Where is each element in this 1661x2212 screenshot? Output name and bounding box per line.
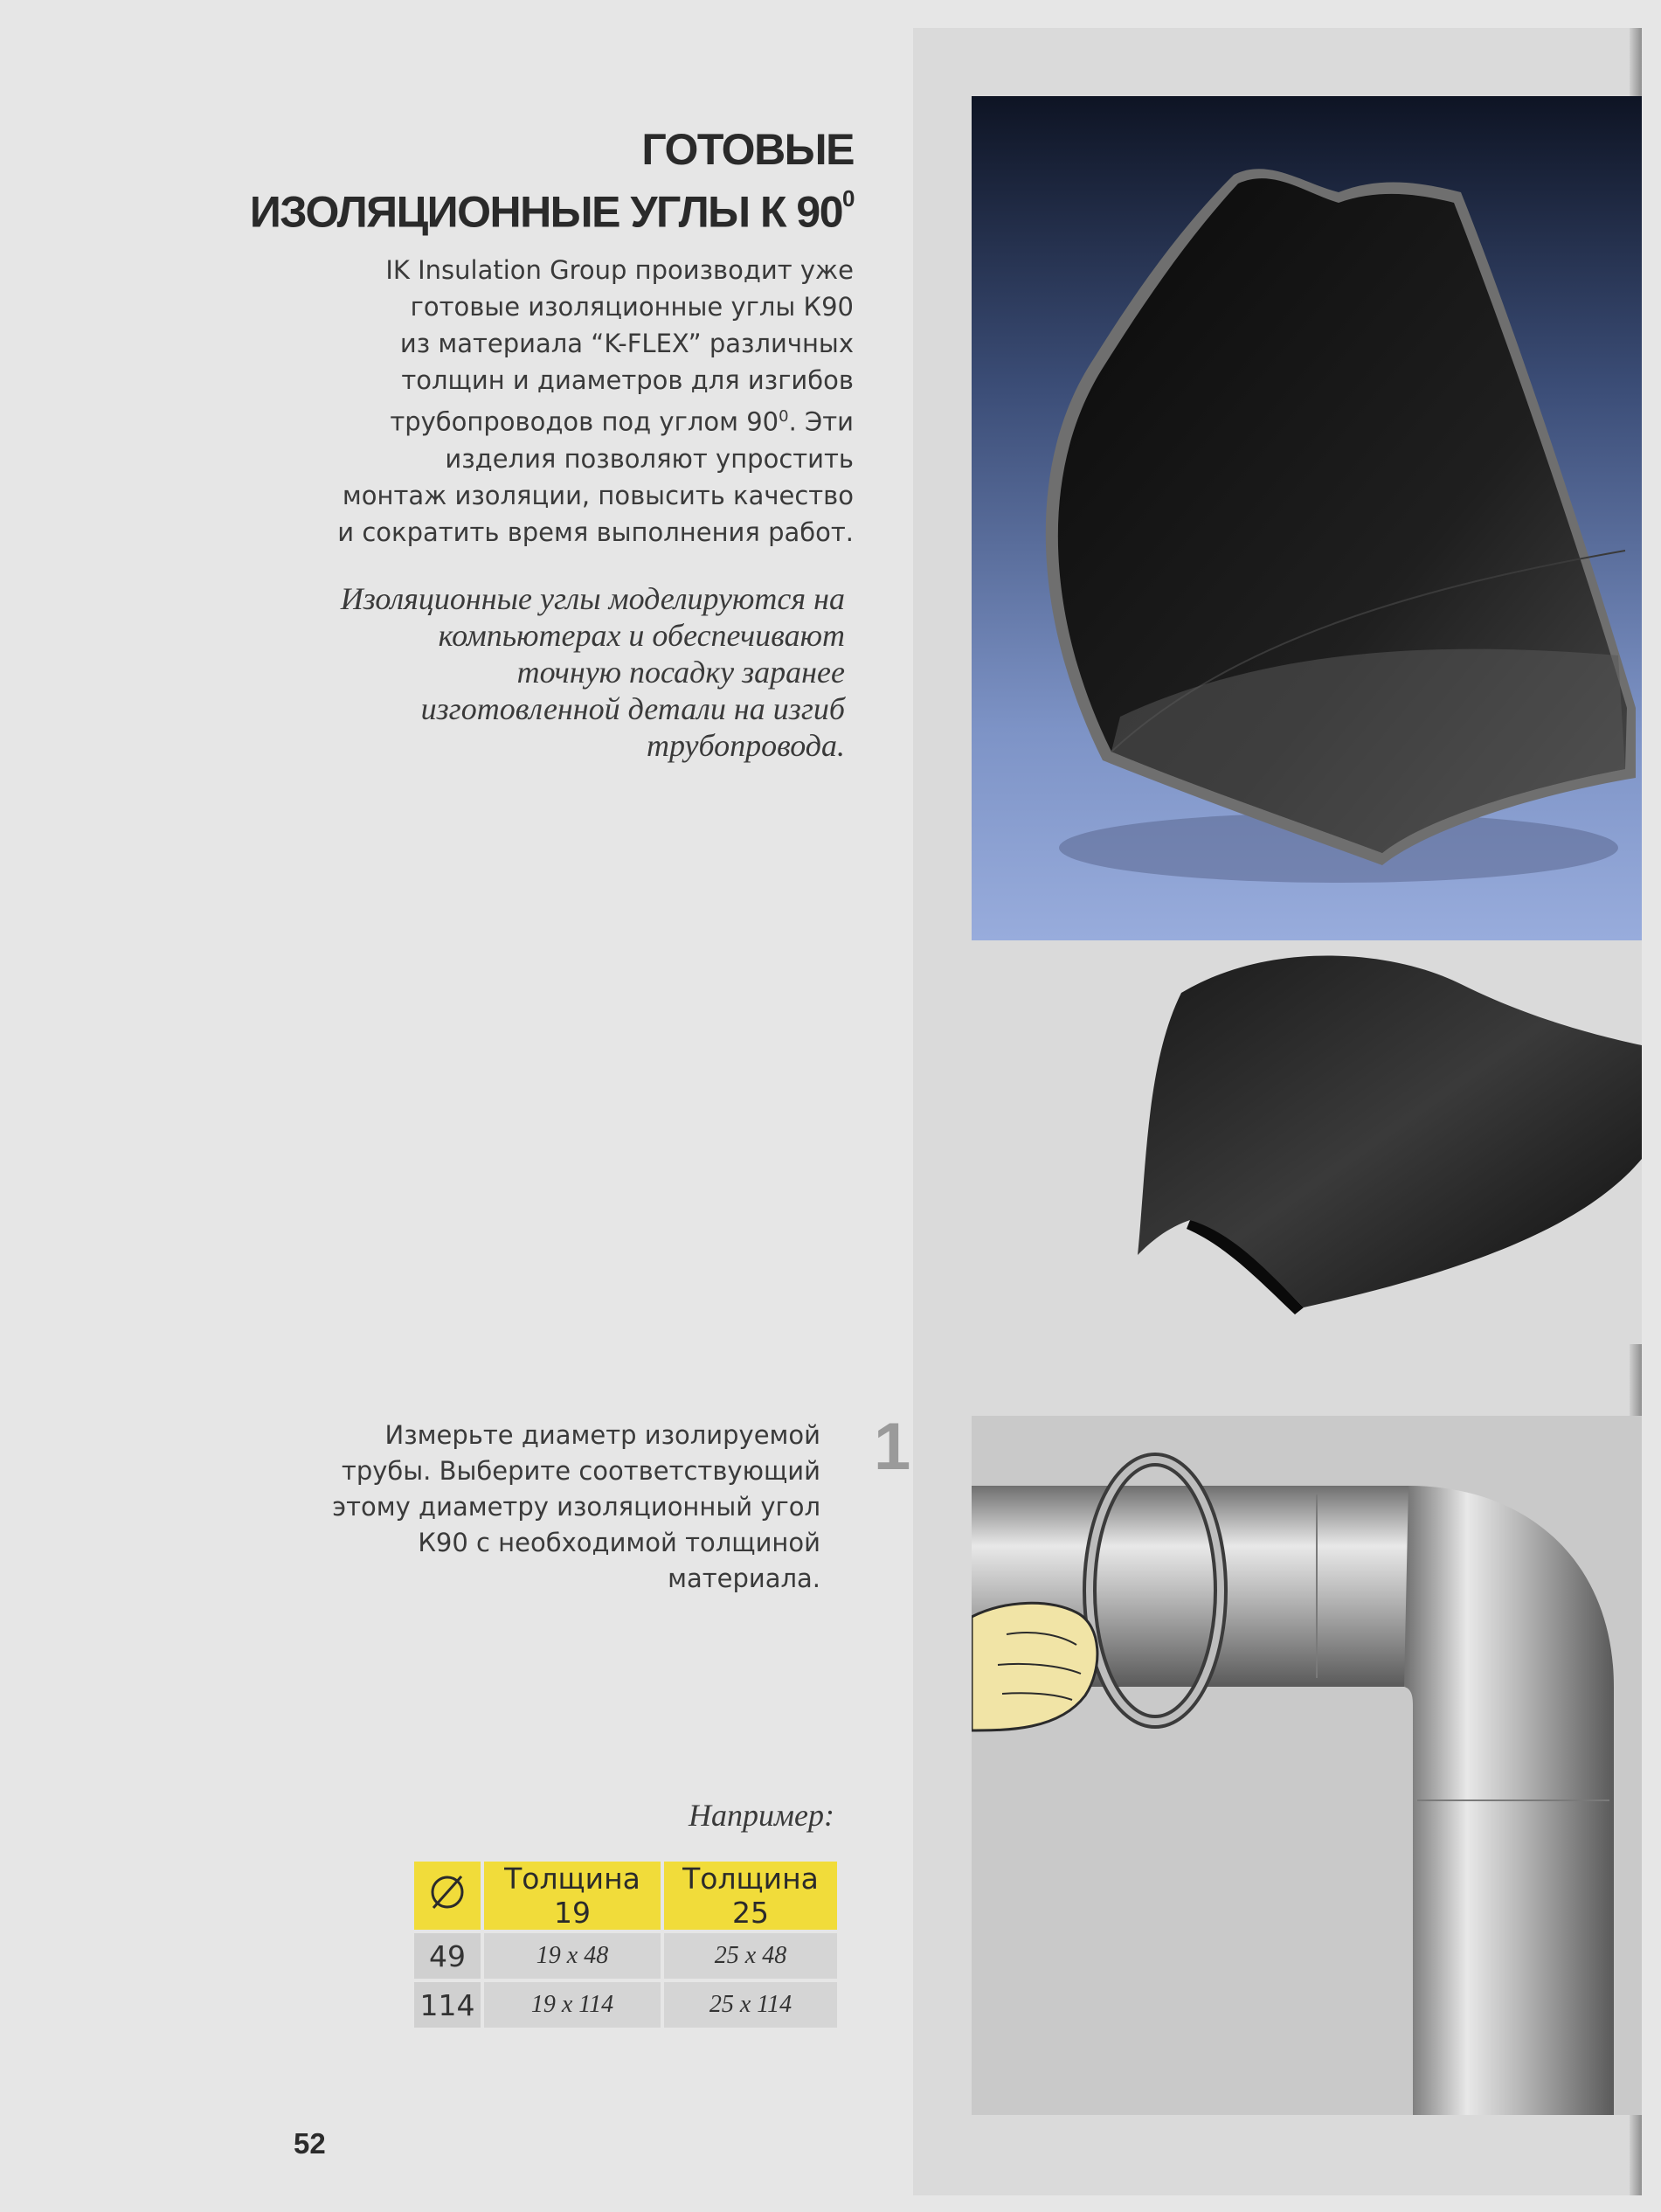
note-line: точную посадку заранее [516, 655, 845, 690]
intro-line: готовые изоляционные углы К90 [410, 292, 854, 322]
intro-degree-sign: 0 [779, 407, 789, 426]
page-title [250, 122, 854, 239]
table-row [414, 1982, 837, 2028]
title-degree-sign: 0 [842, 185, 854, 211]
step-line: трубы. Выберите соответствующий [341, 1456, 820, 1486]
size-cell: 25 x 114 [664, 1982, 837, 2028]
table-row [414, 1933, 837, 1979]
diameter-cell: 49 [414, 1933, 481, 1979]
note-line: трубопровода. [646, 728, 845, 763]
diameter-cell: 114 [414, 1982, 481, 2028]
intro-line: изделия позволяют упростить [445, 443, 854, 474]
intro-line: IK Insulation Group производит уже [385, 255, 854, 285]
insulation-elbow-photo [972, 96, 1642, 940]
step-number: 1 [874, 1410, 911, 1484]
note-line: компьютерах и обеспечивают [438, 618, 845, 653]
note-line: Изоляционные углы моделируются на [340, 581, 845, 616]
note-line: изготовленной детали на изгиб [420, 691, 845, 726]
size-cell: 25 x 48 [664, 1933, 837, 1979]
intro-line: из материала “K-FLEX” различных [399, 329, 854, 358]
dimensions-table [411, 1858, 841, 2031]
size-cell: 19 x 48 [484, 1933, 661, 1979]
intro-line: толщин и диаметров для изгибов [401, 365, 854, 395]
table-header-row [414, 1862, 837, 1930]
thickness-19-header: Толщина 19 [484, 1862, 661, 1930]
step-instruction [261, 1418, 820, 1597]
intro-paragraph [277, 252, 854, 551]
size-cell: 19 x 114 [484, 1982, 661, 2028]
step-line: материала. [668, 1564, 820, 1593]
intro-line-tail: . Эти [788, 406, 854, 437]
thickness-25-header: Толщина 25 [664, 1862, 837, 1930]
italic-note [286, 580, 845, 764]
diameter-header [414, 1862, 481, 1930]
step-line: К90 с необходимой толщиной [418, 1528, 820, 1557]
step-line: этому диаметру изоляционный угол [332, 1492, 820, 1522]
title-line-2: ИЗОЛЯЦИОННЫЕ УГЛЫ К 90 [249, 187, 843, 237]
insulation-elbow-outer-photo [972, 940, 1642, 1344]
pipe-measurement-illustration [972, 1416, 1642, 2115]
page-number: 52 [294, 2127, 326, 2160]
diameter-icon [426, 1872, 469, 1912]
example-label: Например: [689, 1798, 834, 1833]
intro-line: монтаж изоляции, повысить качество [342, 480, 854, 510]
intro-line: и сократить время выполнения работ. [337, 517, 854, 547]
title-line-1: ГОТОВЫЕ [641, 125, 854, 174]
intro-line: трубопроводов под углом 90 [390, 406, 779, 437]
step-line: Измерьте диаметр изолируемой [384, 1420, 820, 1450]
